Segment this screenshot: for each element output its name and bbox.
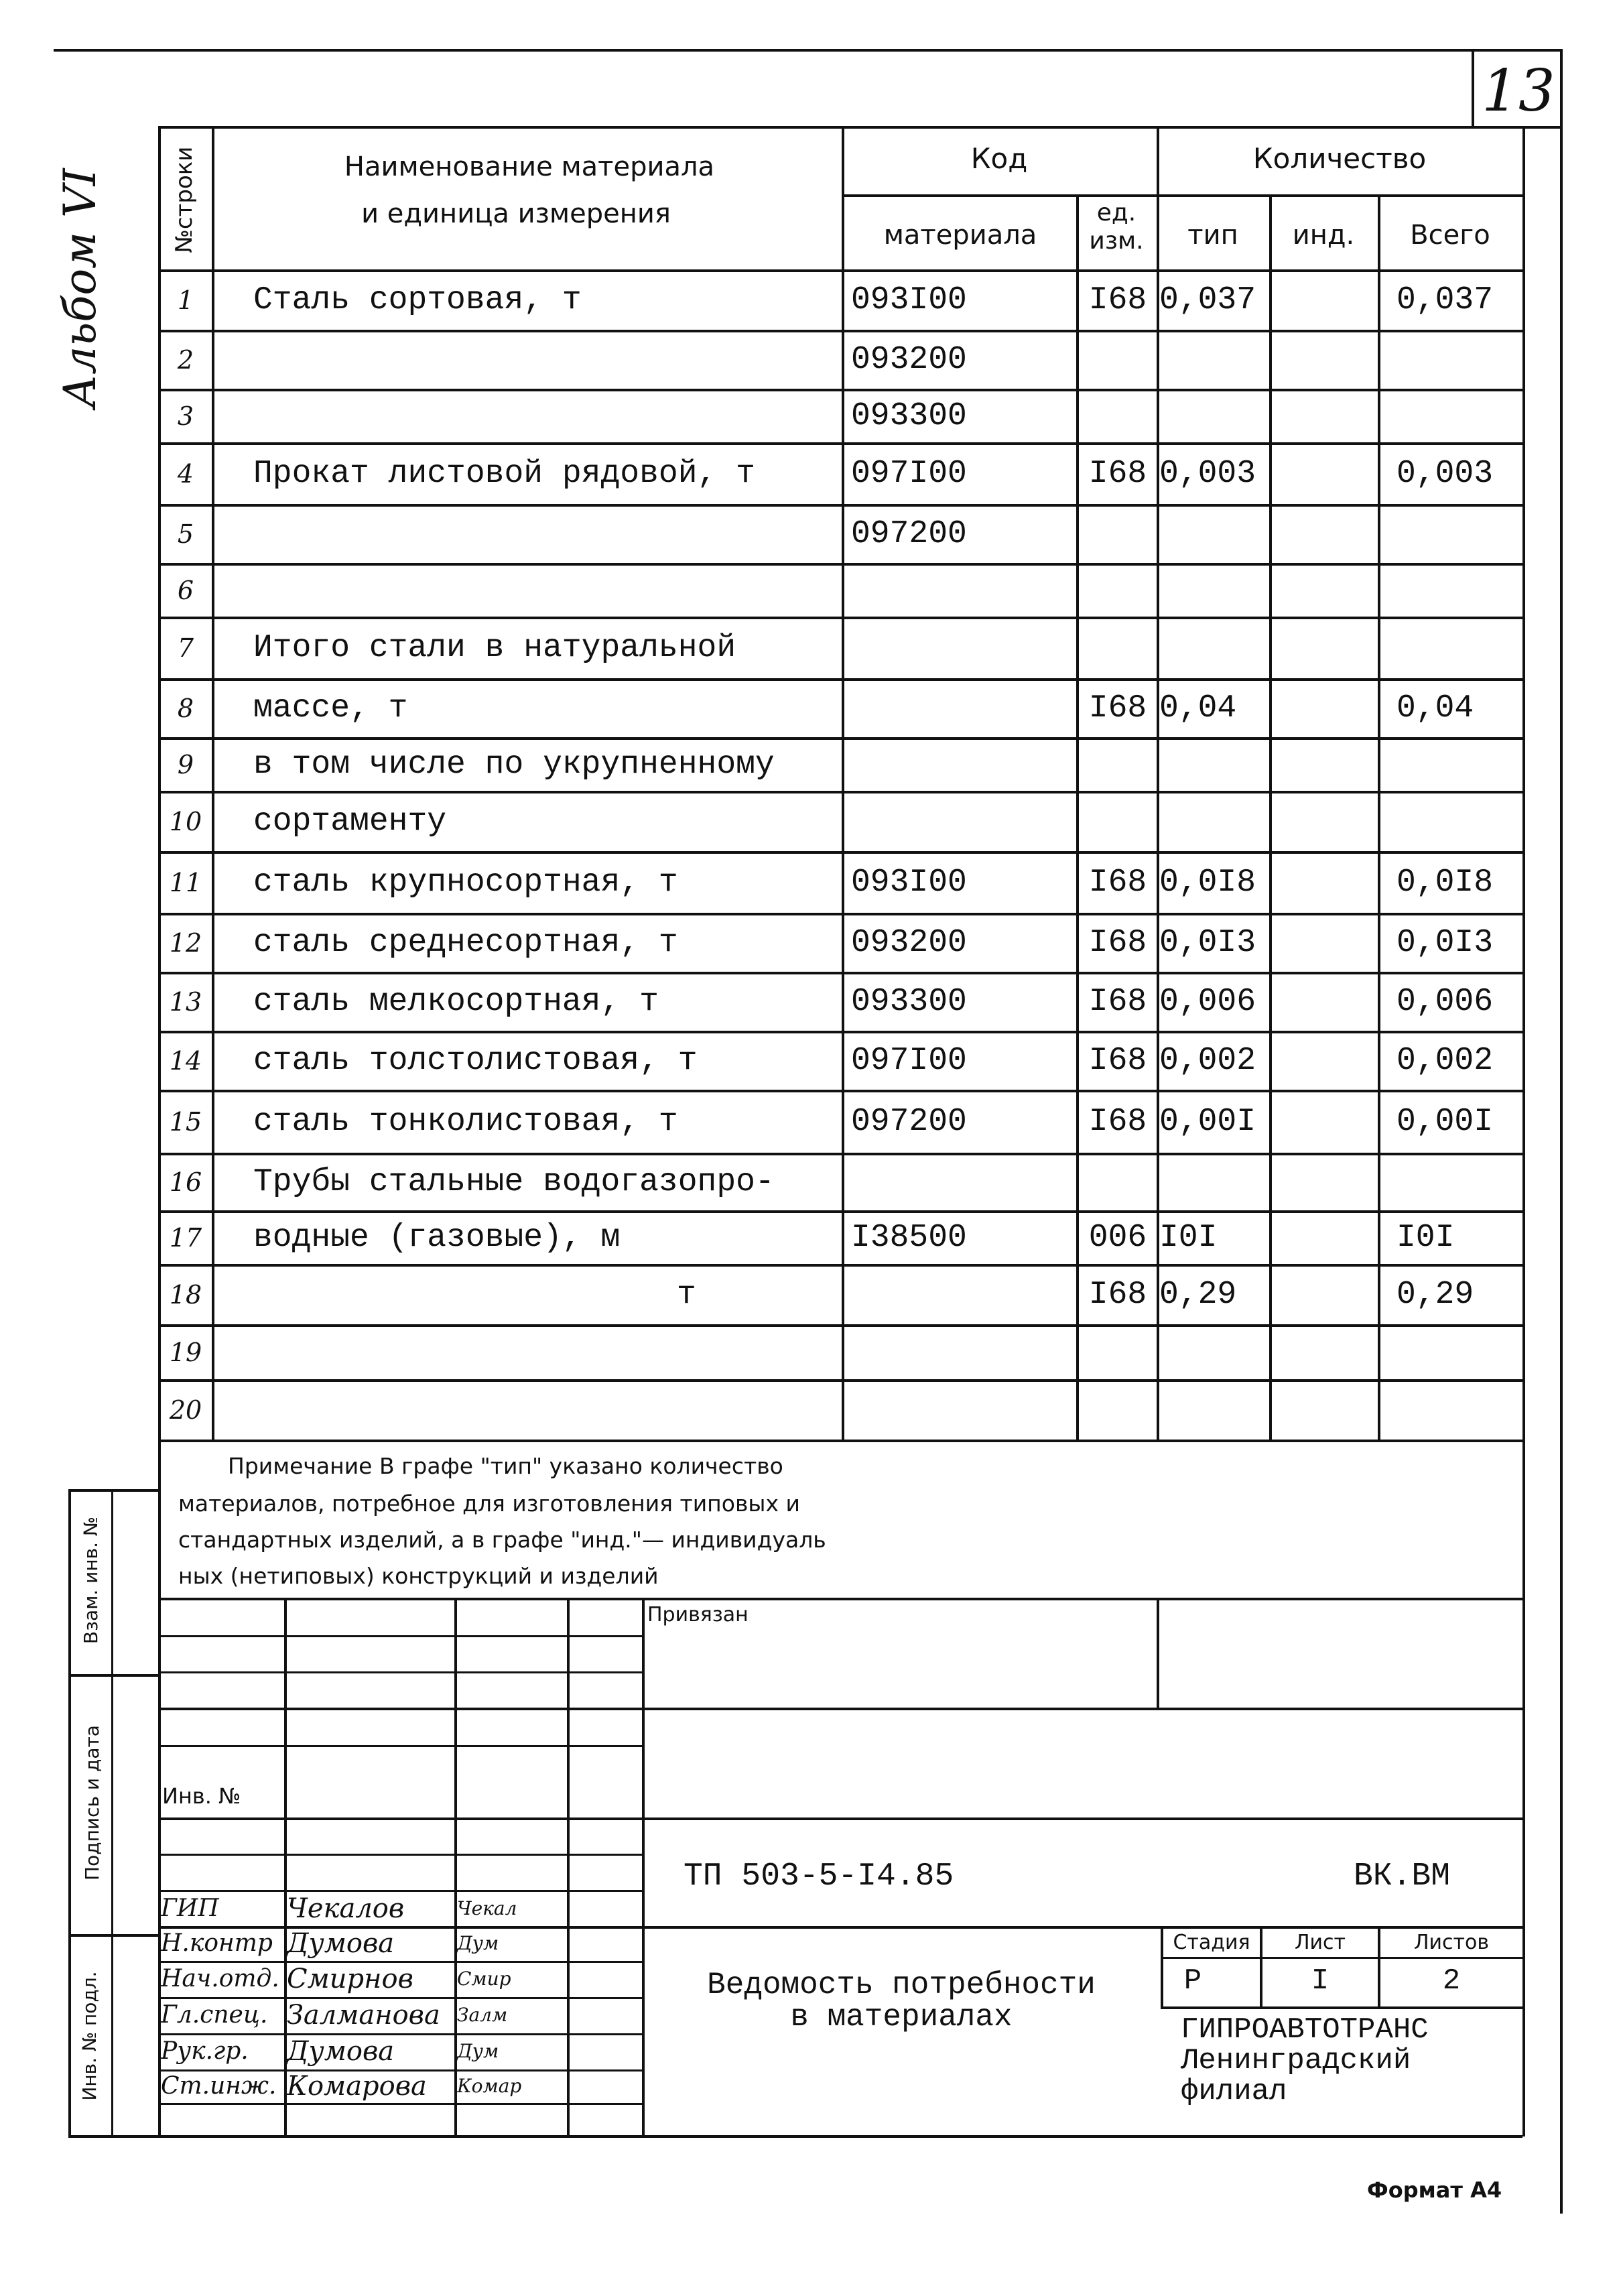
cell-material: 093200 — [851, 342, 967, 378]
signer-role: Ст.инж. — [161, 2072, 277, 2100]
cell-unit: 006 — [1088, 1220, 1147, 1256]
cell-name: т — [677, 1277, 696, 1313]
note-line-1: Примечание В графе "тип" указано количество — [228, 1453, 783, 1479]
cell-material: 097I00 — [851, 456, 967, 492]
cell-ind — [1272, 566, 1378, 615]
cell-type: 0,006 — [1159, 984, 1256, 1020]
cell-material: 093200 — [851, 925, 967, 961]
cell-ind — [1272, 1382, 1378, 1438]
cell-no: 1 — [177, 285, 194, 315]
cell-material: 093I00 — [851, 865, 967, 901]
cell-type: 0,0I3 — [1159, 925, 1256, 961]
sheets-label: Листов — [1413, 1931, 1490, 1954]
cell-total: 0,04 — [1397, 690, 1474, 726]
cell-total — [1397, 1382, 1521, 1438]
signer-role: Рук.гр. — [161, 2037, 249, 2065]
cell-unit: I68 — [1088, 865, 1147, 901]
cell-name — [253, 1327, 836, 1378]
cell-type — [1159, 391, 1269, 441]
cell-total — [1397, 740, 1521, 789]
cell-unit — [1079, 332, 1157, 387]
cell-unit: I68 — [1088, 925, 1147, 961]
cell-type — [1159, 566, 1269, 615]
sheet-label: Лист — [1294, 1931, 1346, 1954]
cell-no: 4 — [177, 459, 194, 489]
cell-name — [253, 1382, 836, 1438]
cell-name: Трубы стальные водогазопро- — [253, 1164, 775, 1200]
cell-name: Прокат листовой рядовой, т — [253, 456, 755, 492]
header-name-line1: Наименование материала — [344, 151, 715, 182]
cell-no: 14 — [169, 1046, 202, 1076]
cell-total: 0,002 — [1397, 1043, 1494, 1079]
cell-material — [851, 740, 1072, 789]
cell-name: Сталь сортовая, т — [253, 282, 582, 318]
cell-name: сталь толстолистовая, т — [253, 1043, 698, 1079]
cell-no: 9 — [177, 750, 194, 779]
cell-unit: I68 — [1088, 282, 1147, 318]
cell-type — [1159, 1382, 1269, 1438]
cell-material: 097200 — [851, 1104, 967, 1140]
cell-name — [253, 507, 836, 562]
cell-ind — [1272, 1327, 1378, 1378]
cell-total: 0,00I — [1397, 1104, 1494, 1140]
cell-type — [1159, 740, 1269, 789]
signer-sign: Дум — [457, 2040, 499, 2062]
note-line-4: ных (нетиповых) конструкций и изделий — [178, 1563, 659, 1589]
cell-total — [1397, 507, 1521, 562]
cell-no: 7 — [177, 633, 194, 663]
cell-unit: I68 — [1088, 456, 1147, 492]
cell-no: 10 — [169, 807, 202, 836]
cell-ind — [1272, 1267, 1378, 1323]
cell-name: водные (газовые), м — [253, 1220, 621, 1256]
cell-no: 12 — [169, 928, 202, 958]
cell-no: 16 — [169, 1167, 202, 1197]
cell-type — [1159, 507, 1269, 562]
cell-unit — [1079, 1155, 1157, 1209]
cell-material — [851, 1382, 1072, 1438]
org-line-1: ГИПРОАВТОТРАНС — [1181, 2013, 1429, 2047]
cell-total: 0,037 — [1397, 282, 1494, 318]
cell-type — [1159, 619, 1269, 677]
note-line-2: материалов, потребное для изготовления типовых и — [178, 1490, 800, 1517]
cell-no: 11 — [169, 868, 202, 897]
cell-name: сталь тонколистовая, т — [253, 1104, 678, 1140]
doc-title-1: Ведомость потребности — [707, 1968, 1096, 2002]
cell-name — [253, 566, 836, 615]
cell-material: 093300 — [851, 398, 967, 434]
cell-total: 0,29 — [1397, 1277, 1474, 1313]
cell-material — [851, 1155, 1072, 1209]
signer-role: Нач.отд. — [161, 1965, 279, 1992]
header-name-line2: и единица измерения — [361, 198, 671, 229]
signer-name: Залманова — [287, 2000, 440, 2031]
cell-ind — [1272, 740, 1378, 789]
cell-material — [851, 793, 1072, 850]
cell-unit — [1079, 793, 1157, 850]
cell-no: 17 — [169, 1223, 202, 1253]
cell-name: Итого стали в натуральной — [253, 630, 736, 666]
cell-material: 093I00 — [851, 282, 967, 318]
header-qty-ind: инд. — [1292, 220, 1355, 251]
cell-no: 15 — [169, 1107, 202, 1137]
cell-type — [1159, 793, 1269, 850]
cell-unit — [1079, 619, 1157, 677]
cell-ind — [1272, 272, 1378, 328]
doc-title-2: в материалах — [790, 2000, 1013, 2035]
cell-unit — [1079, 740, 1157, 789]
cell-name: сталь мелкосортная, т — [253, 984, 659, 1020]
cell-unit: I68 — [1088, 1277, 1147, 1313]
cell-no: 3 — [177, 401, 194, 431]
stamp-inv-no: Инв. № — [162, 1783, 241, 1809]
header-code-material: материала — [883, 220, 1037, 251]
cell-material — [851, 566, 1072, 615]
cell-total — [1397, 1327, 1521, 1378]
cell-type — [1159, 332, 1269, 387]
sheets-value: 2 — [1442, 1964, 1461, 1998]
cell-ind — [1272, 1155, 1378, 1209]
cell-type: 0,003 — [1159, 456, 1256, 492]
signer-role: ГИП — [161, 1895, 219, 1922]
cell-ind — [1272, 793, 1378, 850]
cell-ind — [1272, 681, 1378, 736]
cell-ind — [1272, 854, 1378, 911]
header-code-unit-1: ед. — [1096, 199, 1137, 227]
cell-material: 097200 — [851, 516, 967, 552]
signer-role: Гл.спец. — [161, 2001, 268, 2029]
signer-name: Думова — [287, 1928, 395, 1959]
cell-total: 0,0I8 — [1397, 865, 1494, 901]
side-label-vzam: Взам. инв. № — [80, 1516, 102, 1645]
cell-total: I0I — [1397, 1220, 1455, 1256]
stage-label: Стадия — [1173, 1931, 1250, 1954]
cell-material — [851, 1267, 1072, 1323]
note-line-3: стандартных изделий, а в графе "инд."— индивидуаль — [178, 1527, 826, 1553]
signer-sign: Комар — [457, 2075, 522, 2097]
cell-ind — [1272, 1092, 1378, 1151]
cell-name: сортаменту — [253, 804, 447, 840]
cell-total — [1397, 332, 1521, 387]
signer-role: Н.контр — [161, 1929, 273, 1957]
cell-name: сталь среднесортная, т — [253, 925, 678, 961]
cell-type: 0,002 — [1159, 1043, 1256, 1079]
cell-type — [1159, 1155, 1269, 1209]
cell-unit — [1079, 566, 1157, 615]
cell-material — [851, 619, 1072, 677]
cell-name — [253, 332, 836, 387]
cell-total — [1397, 619, 1521, 677]
cell-ind — [1272, 974, 1378, 1029]
header-quantity: Количество — [1252, 142, 1427, 175]
cell-unit: I68 — [1088, 1104, 1147, 1140]
cell-type: 0,0I8 — [1159, 865, 1256, 901]
signer-sign: Залм — [457, 2004, 508, 2026]
header-row-no: №строки — [171, 146, 198, 253]
cell-type: 0,04 — [1159, 690, 1237, 726]
cell-no: 2 — [177, 345, 194, 375]
cell-total: 0,0I3 — [1397, 925, 1494, 961]
cell-unit: I68 — [1088, 690, 1147, 726]
org-line-2: Ленинградский — [1181, 2044, 1411, 2078]
cell-material — [851, 1327, 1072, 1378]
cell-material — [851, 681, 1072, 736]
cell-total: 0,003 — [1397, 456, 1494, 492]
cell-unit: I68 — [1088, 1043, 1147, 1079]
cell-ind — [1272, 619, 1378, 677]
cell-ind — [1272, 332, 1378, 387]
cell-no: 5 — [177, 519, 194, 549]
cell-no: 18 — [169, 1280, 202, 1310]
cell-name: в том числе по укрупненному — [253, 747, 775, 783]
org-line-3: филиал — [1181, 2075, 1287, 2108]
signer-sign: Дум — [457, 1932, 499, 1954]
cell-unit — [1079, 391, 1157, 441]
cell-material: I38500 — [851, 1220, 967, 1256]
cell-no: 6 — [177, 576, 194, 605]
cell-material: 097I00 — [851, 1043, 967, 1079]
cell-total — [1397, 793, 1521, 850]
cell-unit — [1079, 1327, 1157, 1378]
signer-name: Думова — [287, 2036, 395, 2067]
signer-name: Комарова — [287, 2071, 427, 2102]
cell-total — [1397, 566, 1521, 615]
stage-value: Р — [1183, 1964, 1202, 1998]
cell-type: 0,29 — [1159, 1277, 1237, 1313]
cell-name: сталь крупносортная, т — [253, 865, 678, 901]
signer-name: Чекалов — [287, 1893, 405, 1924]
cell-total — [1397, 391, 1521, 441]
signer-sign: Смир — [457, 1968, 511, 1990]
cell-ind — [1272, 391, 1378, 441]
signer-sign: Чекал — [457, 1897, 517, 1919]
signer-name: Смирнов — [287, 1964, 413, 1994]
doc-mark: ВК.ВМ — [1354, 1858, 1451, 1895]
doc-code: ТП 503-5-I4.85 — [684, 1858, 954, 1895]
cell-type: 0,037 — [1159, 282, 1256, 318]
format-label: Формат А4 — [1367, 2177, 1502, 2203]
side-label-inv: Инв. № подл. — [78, 1971, 101, 2101]
side-label-podpis: Подпись и дата — [81, 1725, 103, 1880]
cell-ind — [1272, 1213, 1378, 1263]
cell-unit — [1079, 1382, 1157, 1438]
cell-ind — [1272, 1033, 1378, 1088]
cell-no: 20 — [169, 1395, 202, 1425]
stamp-bound: Привязан — [647, 1603, 749, 1627]
cell-type: I0I — [1159, 1220, 1218, 1256]
header-qty-type: тип — [1187, 220, 1238, 251]
cell-unit: I68 — [1088, 984, 1147, 1020]
cell-name: массе, т — [253, 690, 408, 726]
cell-no: 19 — [169, 1338, 202, 1367]
cell-ind — [1272, 507, 1378, 562]
cell-type: 0,00I — [1159, 1104, 1256, 1140]
header-code: Код — [970, 142, 1028, 175]
header-qty-total: Всего — [1410, 220, 1490, 251]
page-number: 13 — [1482, 58, 1555, 125]
cell-name — [253, 391, 836, 441]
cell-ind — [1272, 445, 1378, 503]
cell-no: 8 — [177, 694, 194, 723]
header-code-unit-2: изм. — [1089, 227, 1144, 255]
cell-total — [1397, 1155, 1521, 1209]
cell-ind — [1272, 915, 1378, 970]
cell-material: 093300 — [851, 984, 967, 1020]
sheet-value: I — [1311, 1964, 1329, 1998]
cell-no: 13 — [169, 987, 202, 1017]
cell-unit — [1079, 507, 1157, 562]
cell-type — [1159, 1327, 1269, 1378]
album-label: Альбом VI — [54, 168, 106, 408]
cell-total: 0,006 — [1397, 984, 1494, 1020]
